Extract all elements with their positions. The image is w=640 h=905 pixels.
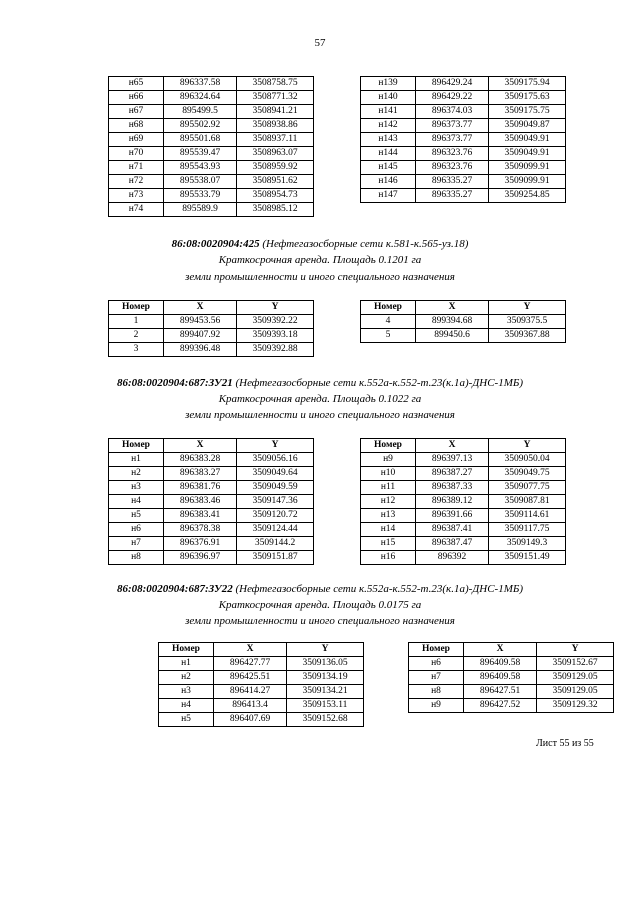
- coord-x: 896337.58: [164, 77, 237, 91]
- coord-y: 3509134.19: [287, 671, 364, 685]
- coord-y: 3509147.36: [237, 495, 314, 509]
- coord-y: 3509152.68: [287, 713, 364, 727]
- coord-x: 895533.79: [164, 189, 237, 203]
- coord-x: 895589.9: [164, 203, 237, 217]
- header-x: X: [164, 439, 237, 453]
- point-number: н143: [361, 133, 416, 147]
- coord-y: 3508941.21: [237, 105, 314, 119]
- coord-x: 895502.92: [164, 119, 237, 133]
- coord-y: 3508771.32: [237, 91, 314, 105]
- table-row: [109, 495, 314, 509]
- section-2-lease: Краткосрочная аренда. Площадь 0.1022 га: [218, 393, 422, 405]
- table-row: [361, 77, 566, 91]
- table-row: [159, 713, 364, 727]
- coord-x: 896373.77: [416, 133, 489, 147]
- point-number: н3: [109, 481, 164, 495]
- coord-y: 3509392.88: [237, 343, 314, 357]
- table-header-row: [159, 643, 364, 657]
- table-row: [109, 161, 314, 175]
- coord-x: 896387.27: [416, 467, 489, 481]
- table-row: [361, 523, 566, 537]
- point-number: н4: [109, 495, 164, 509]
- header-y: Y: [489, 439, 566, 453]
- coord-y: 3509077.75: [489, 481, 566, 495]
- point-number: н14: [361, 523, 416, 537]
- point-number: н7: [409, 671, 464, 685]
- table-row: [409, 671, 614, 685]
- coord-x: 896427.77: [214, 657, 287, 671]
- coord-y: 3508758.75: [237, 77, 314, 91]
- section-3-code: 86:08:0020904:687:ЗУ22: [116, 583, 233, 595]
- coord-y: 3509375.5: [489, 315, 566, 329]
- coord-x: 896335.27: [416, 175, 489, 189]
- point-number: н5: [159, 713, 214, 727]
- coord-x: 896414.27: [214, 685, 287, 699]
- section-1-name: (Нефтегазосборные сети к.581-к.565-уз.18): [259, 238, 469, 250]
- table-row: [361, 495, 566, 509]
- table-row: [361, 467, 566, 481]
- table-header-row: [361, 439, 566, 453]
- point-number: 3: [109, 343, 164, 357]
- section-1-land-category: земли промышленности и иного специального назначения: [185, 271, 455, 283]
- coord-y: 3508951.62: [237, 175, 314, 189]
- coord-x: 896429.22: [416, 91, 489, 105]
- table-row: [361, 329, 566, 343]
- table-row: [109, 119, 314, 133]
- coord-x: 899396.48: [164, 343, 237, 357]
- header-num: Номер: [109, 301, 164, 315]
- coord-table-section-3-left: [158, 642, 364, 727]
- section-2-code: 86:08:0020904:687:ЗУ21: [116, 377, 233, 389]
- point-number: н8: [409, 685, 464, 699]
- coord-y: 3509129.32: [537, 699, 614, 713]
- coord-y: 3509151.49: [489, 551, 566, 565]
- coord-x: 896376.91: [164, 537, 237, 551]
- coord-x: 899394.68: [416, 315, 489, 329]
- section-2-title: [0, 376, 640, 390]
- coord-y: 3509136.05: [287, 657, 364, 671]
- point-number: н71: [109, 161, 164, 175]
- coord-y: 3509049.64: [237, 467, 314, 481]
- coord-x: 896391.66: [416, 509, 489, 523]
- header-x: X: [464, 643, 537, 657]
- point-number: н16: [361, 551, 416, 565]
- section-1-lease: Краткосрочная аренда. Площадь 0.1201 га: [218, 254, 422, 266]
- coord-x: 896323.76: [416, 147, 489, 161]
- point-number: н72: [109, 175, 164, 189]
- table-row: [361, 537, 566, 551]
- coord-y: 3509050.04: [489, 453, 566, 467]
- point-number: н1: [109, 453, 164, 467]
- coord-y: 3509120.72: [237, 509, 314, 523]
- coord-y: 3509367.88: [489, 329, 566, 343]
- header-num: Номер: [159, 643, 214, 657]
- coord-table-section-1-left: [108, 300, 314, 357]
- coord-x: 895501.68: [164, 133, 237, 147]
- coord-x: 899407.92: [164, 329, 237, 343]
- table-row: [361, 161, 566, 175]
- coord-x: 896373.77: [416, 119, 489, 133]
- header-y: Y: [489, 301, 566, 315]
- coord-y: 3509153.11: [287, 699, 364, 713]
- coord-y: 3508959.92: [237, 161, 314, 175]
- coord-y: 3509049.87: [489, 119, 566, 133]
- section-1-code: 86:08:0020904:425: [171, 238, 260, 250]
- coord-x: 895499.5: [164, 105, 237, 119]
- section-3-name: (Нефтегазосборные сети к.552а-к.552-т.23(к.1а)-ДНС-1МБ): [232, 583, 524, 595]
- coord-y: 3509149.3: [489, 537, 566, 551]
- point-number: 1: [109, 315, 164, 329]
- coord-x: 896429.24: [416, 77, 489, 91]
- coord-y: 3509175.75: [489, 105, 566, 119]
- coord-y: 3509049.59: [237, 481, 314, 495]
- point-number: н12: [361, 495, 416, 509]
- point-number: н141: [361, 105, 416, 119]
- coord-y: 3509152.67: [537, 657, 614, 671]
- table-row: [109, 189, 314, 203]
- point-number: 4: [361, 315, 416, 329]
- header-y: Y: [287, 643, 364, 657]
- header-x: X: [416, 439, 489, 453]
- header-y: Y: [237, 301, 314, 315]
- coord-y: 3509124.44: [237, 523, 314, 537]
- table-row: [159, 685, 364, 699]
- section-1-title: [0, 237, 640, 251]
- coord-x: 896387.41: [416, 523, 489, 537]
- table-header-row: [109, 301, 314, 315]
- section-3-lease: Краткосрочная аренда. Площадь 0.0175 га: [218, 599, 422, 611]
- coord-y: 3509114.61: [489, 509, 566, 523]
- point-number: н7: [109, 537, 164, 551]
- coord-x: 896383.28: [164, 453, 237, 467]
- header-num: Номер: [361, 301, 416, 315]
- coord-y: 3509134.21: [287, 685, 364, 699]
- coord-y: 3509099.91: [489, 161, 566, 175]
- table-row: [361, 133, 566, 147]
- table-row: [109, 133, 314, 147]
- table-header-row: [361, 301, 566, 315]
- coord-x: 896392: [416, 551, 489, 565]
- coord-y: 3509056.16: [237, 453, 314, 467]
- table-row: [109, 91, 314, 105]
- point-number: н4: [159, 699, 214, 713]
- coord-x: 896413.4: [214, 699, 287, 713]
- point-number: н11: [361, 481, 416, 495]
- point-number: н69: [109, 133, 164, 147]
- table-row: [409, 657, 614, 671]
- point-number: 2: [109, 329, 164, 343]
- table-row: [159, 699, 364, 713]
- table-row: [361, 147, 566, 161]
- coord-x: 895538.07: [164, 175, 237, 189]
- section-2-land-category: земли промышленности и иного специального назначения: [185, 409, 455, 421]
- table-header-row: [409, 643, 614, 657]
- coord-x: 896396.97: [164, 551, 237, 565]
- point-number: н15: [361, 537, 416, 551]
- table-row: [361, 175, 566, 189]
- coord-table-top-left: [108, 76, 314, 217]
- table-row: [109, 343, 314, 357]
- point-number: н3: [159, 685, 214, 699]
- coord-table-section-2-left: [108, 438, 314, 565]
- coord-y: 3509175.94: [489, 77, 566, 91]
- coord-x: 896387.33: [416, 481, 489, 495]
- table-row: [361, 453, 566, 467]
- table-row: [361, 315, 566, 329]
- coord-x: 896383.27: [164, 467, 237, 481]
- page-number: 57: [314, 37, 326, 49]
- coord-y: 3509392.22: [237, 315, 314, 329]
- table-row: [109, 315, 314, 329]
- point-number: н142: [361, 119, 416, 133]
- point-number: н70: [109, 147, 164, 161]
- table-row: [109, 329, 314, 343]
- coord-y: 3508963.07: [237, 147, 314, 161]
- table-header-row: [109, 439, 314, 453]
- point-number: н9: [409, 699, 464, 713]
- point-number: н6: [409, 657, 464, 671]
- header-x: X: [214, 643, 287, 657]
- point-number: н139: [361, 77, 416, 91]
- coord-y: 3509393.18: [237, 329, 314, 343]
- coord-x: 899450.6: [416, 329, 489, 343]
- coord-table-section-2-right: [360, 438, 566, 565]
- point-number: н146: [361, 175, 416, 189]
- table-row: [159, 657, 364, 671]
- coord-y: 3509254.85: [489, 189, 566, 203]
- header-y: Y: [237, 439, 314, 453]
- table-row: [409, 699, 614, 713]
- point-number: н13: [361, 509, 416, 523]
- coord-x: 896335.27: [416, 189, 489, 203]
- coord-x: 896324.64: [164, 91, 237, 105]
- coord-x: 896407.69: [214, 713, 287, 727]
- table-row: [109, 105, 314, 119]
- point-number: н65: [109, 77, 164, 91]
- coord-x: 895539.47: [164, 147, 237, 161]
- header-y: Y: [537, 643, 614, 657]
- coord-x: 896427.52: [464, 699, 537, 713]
- coord-x: 896374.03: [416, 105, 489, 119]
- coord-table-top-right: [360, 76, 566, 203]
- coord-x: 896381.76: [164, 481, 237, 495]
- coord-x: 899453.56: [164, 315, 237, 329]
- point-number: н10: [361, 467, 416, 481]
- table-row: [109, 537, 314, 551]
- coord-table-section-3-right: [408, 642, 614, 713]
- point-number: н1: [159, 657, 214, 671]
- coord-x: 895543.93: [164, 161, 237, 175]
- table-row: [361, 91, 566, 105]
- table-row: [159, 671, 364, 685]
- table-row: [361, 105, 566, 119]
- table-row: [361, 481, 566, 495]
- table-row: [109, 509, 314, 523]
- table-row: [109, 551, 314, 565]
- point-number: н8: [109, 551, 164, 565]
- coord-y: 3509129.05: [537, 685, 614, 699]
- coord-y: 3509087.81: [489, 495, 566, 509]
- coord-x: 896383.41: [164, 509, 237, 523]
- point-number: н74: [109, 203, 164, 217]
- point-number: н140: [361, 91, 416, 105]
- table-row: [109, 523, 314, 537]
- coord-y: 3508954.73: [237, 189, 314, 203]
- header-x: X: [416, 301, 489, 315]
- coord-y: 3509175.63: [489, 91, 566, 105]
- sheet-counter: Лист 55 из 55: [536, 738, 594, 749]
- coord-y: 3508938.86: [237, 119, 314, 133]
- coord-y: 3509049.91: [489, 147, 566, 161]
- coord-x: 896389.12: [416, 495, 489, 509]
- table-row: [109, 147, 314, 161]
- coord-y: 3509099.91: [489, 175, 566, 189]
- coord-x: 896323.76: [416, 161, 489, 175]
- table-row: [109, 481, 314, 495]
- point-number: н144: [361, 147, 416, 161]
- point-number: н5: [109, 509, 164, 523]
- table-row: [409, 685, 614, 699]
- table-row: [109, 203, 314, 217]
- coord-y: 3509049.75: [489, 467, 566, 481]
- table-row: [361, 189, 566, 203]
- point-number: н147: [361, 189, 416, 203]
- coord-x: 896427.51: [464, 685, 537, 699]
- point-number: н6: [109, 523, 164, 537]
- coord-x: 896409.58: [464, 671, 537, 685]
- table-row: [361, 119, 566, 133]
- coord-y: 3509144.2: [237, 537, 314, 551]
- table-row: [109, 453, 314, 467]
- coord-x: 896378.38: [164, 523, 237, 537]
- coord-y: 3508985.12: [237, 203, 314, 217]
- table-row: [109, 77, 314, 91]
- coord-y: 3509129.05: [537, 671, 614, 685]
- table-row: [109, 175, 314, 189]
- coord-y: 3509151.87: [237, 551, 314, 565]
- table-row: [361, 509, 566, 523]
- coord-x: 896387.47: [416, 537, 489, 551]
- point-number: н68: [109, 119, 164, 133]
- point-number: н73: [109, 189, 164, 203]
- coord-table-section-1-right: [360, 300, 566, 343]
- header-num: Номер: [409, 643, 464, 657]
- header-x: X: [164, 301, 237, 315]
- coord-x: 896397.13: [416, 453, 489, 467]
- point-number: 5: [361, 329, 416, 343]
- coord-y: 3508937.11: [237, 133, 314, 147]
- section-3-land-category: земли промышленности и иного специального назначения: [185, 615, 455, 627]
- coord-x: 896383.46: [164, 495, 237, 509]
- coord-x: 896409.58: [464, 657, 537, 671]
- table-row: [109, 467, 314, 481]
- coord-y: 3509049.91: [489, 133, 566, 147]
- header-num: Номер: [109, 439, 164, 453]
- section-3-title: [0, 582, 640, 596]
- point-number: н2: [109, 467, 164, 481]
- point-number: н9: [361, 453, 416, 467]
- point-number: н2: [159, 671, 214, 685]
- point-number: н145: [361, 161, 416, 175]
- header-num: Номер: [361, 439, 416, 453]
- coord-x: 896425.51: [214, 671, 287, 685]
- coord-y: 3509117.75: [489, 523, 566, 537]
- point-number: н67: [109, 105, 164, 119]
- table-row: [361, 551, 566, 565]
- point-number: н66: [109, 91, 164, 105]
- section-2-name: (Нефтегазосборные сети к.552а-к.552-т.23(к.1а)-ДНС-1МБ): [232, 377, 524, 389]
